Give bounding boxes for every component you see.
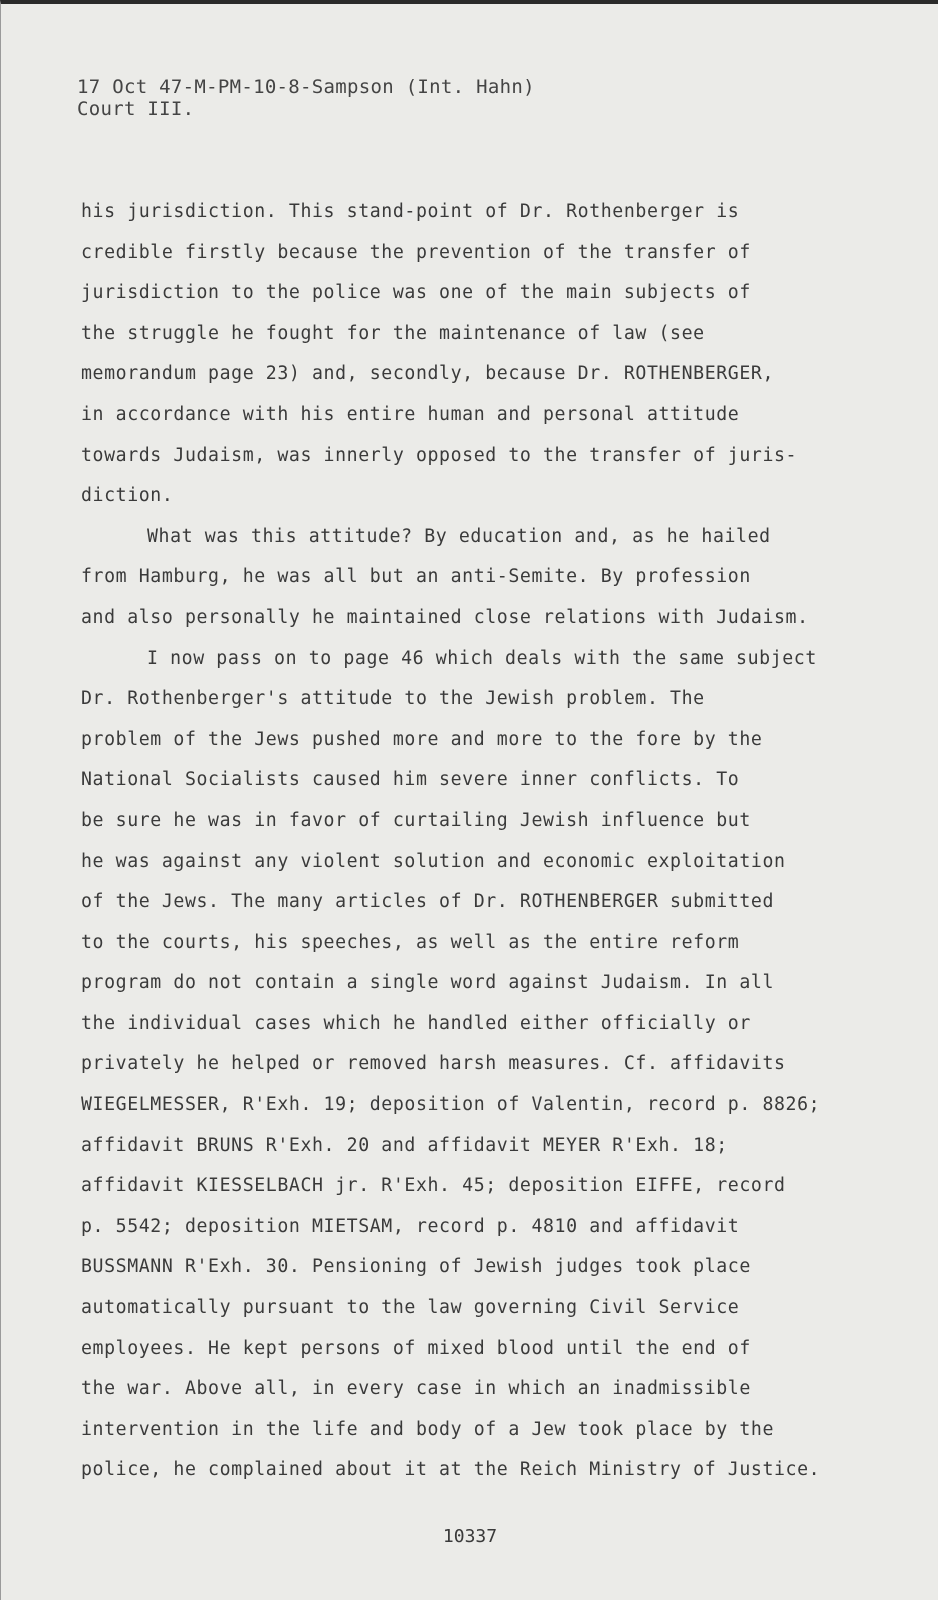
text-line: program do not contain a single word against Judaism. In all bbox=[81, 972, 774, 994]
text-line: privately he helped or removed harsh measures. Cf. affidavits bbox=[81, 1053, 786, 1075]
transcript-body bbox=[81, 192, 881, 1491]
text-line: diction. bbox=[81, 485, 174, 507]
text-line: the struggle he fought for the maintenance of law (see bbox=[81, 322, 705, 344]
text-line: in accordance with his entire human and personal attitude bbox=[81, 403, 740, 425]
document-header bbox=[77, 76, 535, 120]
text-line: affidavit KIESSELBACH jr. R'Exh. 45; deposition EIFFE, record bbox=[81, 1175, 786, 1197]
text-line: he was against any violent solution and economic exploitation bbox=[81, 850, 786, 872]
text-line: credible firstly because the prevention of the transfer of bbox=[81, 241, 751, 263]
text-line: police, he complained about it at the Reich Ministry of Justice. bbox=[81, 1459, 821, 1481]
text-line: WIEGELMESSER, R'Exh. 19; deposition of Valentin, record p. 8826; bbox=[81, 1094, 821, 1116]
text-line: automatically pursuant to the law governing Civil Service bbox=[81, 1297, 740, 1319]
text-line: National Socialists caused him severe inner conflicts. To bbox=[81, 769, 740, 791]
text-line: the individual cases which he handled either officially or bbox=[81, 1012, 751, 1034]
text-line: to the courts, his speeches, as well as the entire reform bbox=[81, 931, 740, 953]
text-line: from Hamburg, he was all but an anti-Semite. By profession bbox=[81, 566, 751, 588]
text-line: memorandum page 23) and, secondly, because Dr. ROTHENBERGER, bbox=[81, 363, 774, 385]
text-line: towards Judaism, was innerly opposed to the transfer of juris- bbox=[81, 444, 798, 466]
text-line: intervention in the life and body of a Jew took place by the bbox=[81, 1418, 774, 1440]
header-session-line: 17 Oct 47-M-PM-10-8-Sampson (Int. Hahn) bbox=[77, 76, 535, 98]
text-line: I now pass on to page 46 which deals with the same subject bbox=[147, 647, 817, 669]
text-line: What was this attitude? By education and, as he hailed bbox=[147, 525, 771, 547]
text-line: of the Jews. The many articles of Dr. ROTHENBERGER submitted bbox=[81, 891, 774, 913]
text-line: employees. He kept persons of mixed blood until the end of bbox=[81, 1337, 751, 1359]
text-line: BUSSMANN R'Exh. 30. Pensioning of Jewish judges took place bbox=[81, 1256, 751, 1278]
text-line: and also personally he maintained close relations with Judaism. bbox=[81, 606, 809, 628]
text-line: his jurisdiction. This stand-point of Dr. Rothenberger is bbox=[81, 201, 740, 222]
text-line: problem of the Jews pushed more and more to the fore by the bbox=[81, 728, 763, 750]
text-line: Dr. Rothenberger's attitude to the Jewish problem. The bbox=[81, 688, 705, 710]
text-line: affidavit BRUNS R'Exh. 20 and affidavit MEYER R'Exh. 18; bbox=[81, 1134, 728, 1156]
text-line: p. 5542; deposition MIETSAM, record p. 4810 and affidavit bbox=[81, 1215, 740, 1237]
page-number: 10337 bbox=[442, 1526, 498, 1547]
text-line: be sure he was in favor of curtailing Jewish influence but bbox=[81, 809, 751, 831]
text-line: jurisdiction to the police was one of the main subjects of bbox=[81, 282, 751, 304]
header-court-line: Court III. bbox=[77, 98, 195, 120]
text-line: the war. Above all, in every case in which an inadmissible bbox=[81, 1378, 751, 1400]
